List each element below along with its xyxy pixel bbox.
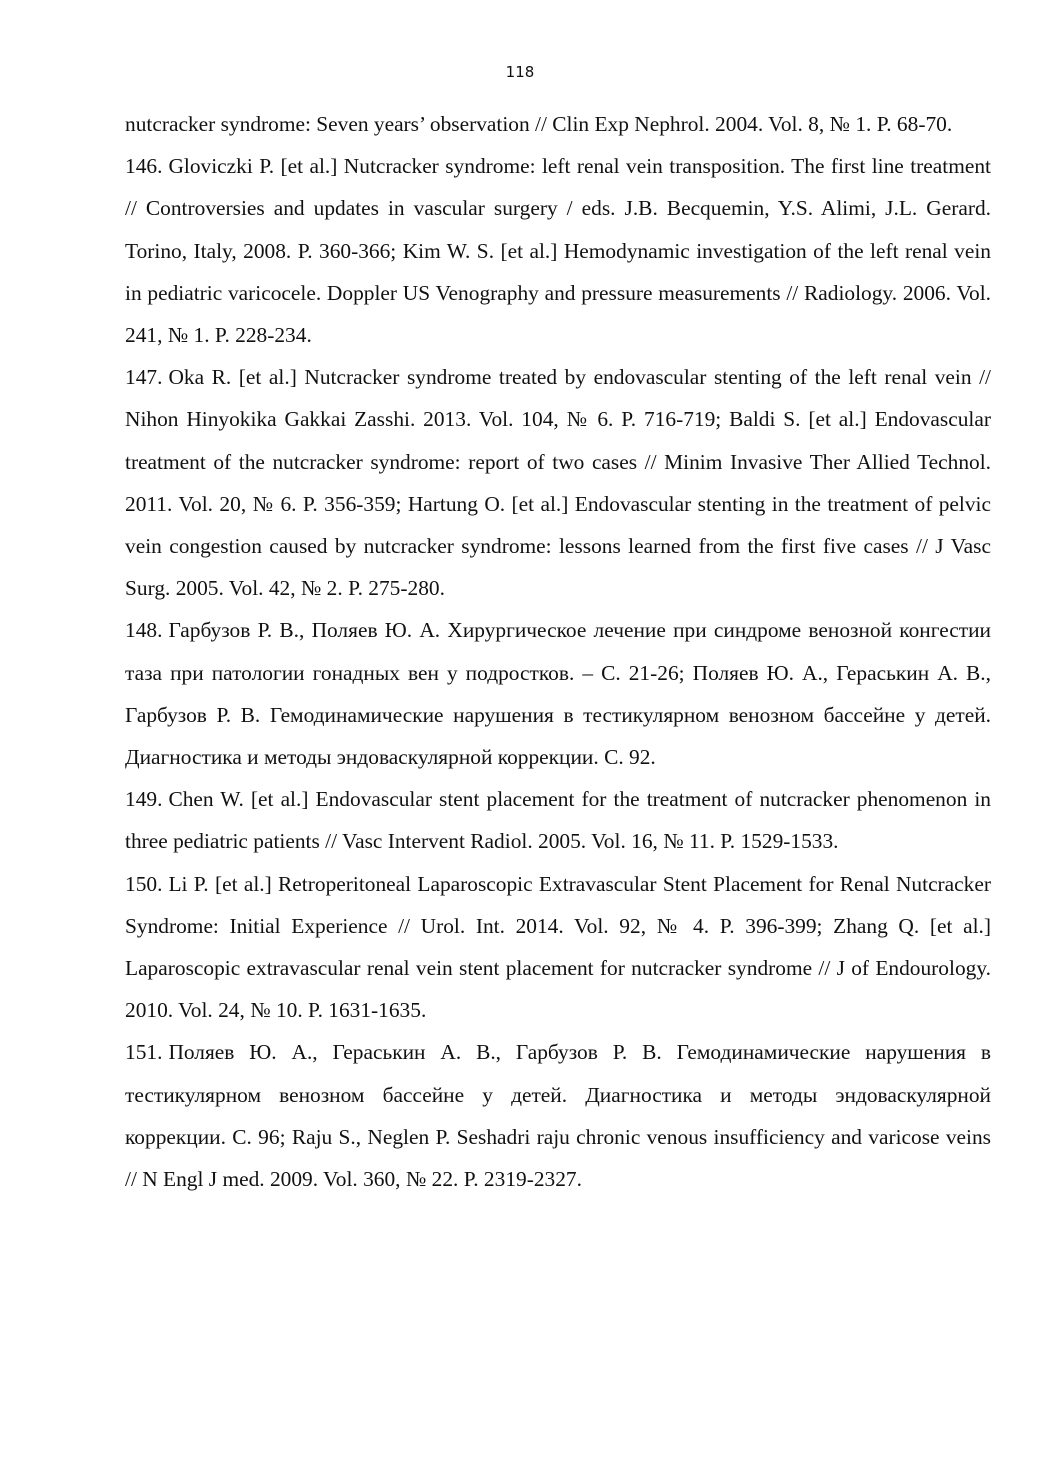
reference-item <box>125 863 991 1032</box>
reference-text: Li P. [et al.] Retroperitoneal Laparoscopic Extravascular Stent Placement for Renal Nutcracker Syndrome: Initial Experience // Urol. Int. 2014. Vol. 92, № 4. P. 396-399; Zhang Q. [et al.] Laparoscopic extravascular renal vein stent placement for nutcracker syndrome // J of Endourology. 2010. Vol. 24, № 10. P. 1631-1635. <box>125 871 991 1023</box>
reference-number: 146. <box>125 154 163 179</box>
reference-text: Chen W. [et al.] Endovascular stent placement for the treatment of nutcracker phenomenon in three pediatric patients // Vasc Intervent Radiol. 2005. Vol. 16, № 11. P. 1529-1533. <box>125 787 991 854</box>
reference-continuation <box>125 103 991 145</box>
reference-text: Gloviczki P. [et al.] Nutcracker syndrome: left renal vein transposition. The first line treatment // Controversies and updates in vascular surgery / eds. J.B. Becquemin, Y.S. Alimi, J.L. Gerard. Torino, Italy, 2008. P. 360-366; Kim W. S. [et al.] Hemodynamic investigation of the left renal vein in pediatric varicocele. Doppler US Venography and pressure measurements // Radiology. 2006. Vol. 241, № 1. P. 228-234. <box>125 154 991 348</box>
reference-number: 148. <box>125 618 163 643</box>
reference-item <box>125 778 991 862</box>
reference-list <box>125 103 991 1200</box>
reference-item <box>125 356 991 609</box>
reference-item <box>125 609 991 778</box>
page-number: 118 <box>505 63 535 81</box>
reference-text: Oka R. [et al.] Nutcracker syndrome treated by endovascular stenting of the left renal vein // Nihon Hinyokika Gakkai Zasshi. 2013. Vol. 104, № 6. P. 716-719; Baldi S. [et al.] Endovascular treatment of the nutcracker syndrome: report of two cases // Minim Invasive Ther Allied Technol. 2011. Vol. 20, № 6. P. 356-359; Hartung O. [et al.] Endovascular stenting in the treatment of pelvic vein congestion caused by nutcracker syndrome: lessons learned from the first five cases // J Vasc Surg. 2005. Vol. 42, № 2. P. 275-280. <box>125 365 991 601</box>
reference-text: Поляев Ю. А., Гераськин А. В., Гарбузов Р. В. Гемодинамические нарушения в тестикулярном венозном бассейне у детей. Диагностика и методы эндоваскулярной коррекции. С. 96; Raju S., Neglen P. Seshadri raju chronic venous insufficiency and varicose veins // N Engl J med. 2009. Vol. 360, № 22. P. 2319-2327. <box>125 1040 991 1192</box>
reference-text: nutcracker syndrome: Seven years’ observation // Clin Exp Nephrol. 2004. Vol. 8, № 1. P. 68-70. <box>125 112 953 136</box>
reference-number: 150. <box>125 871 163 896</box>
reference-number: 151. <box>125 1040 163 1065</box>
reference-text: Гарбузов Р. В., Поляев Ю. А. Хирургическое лечение при синдроме венозной конгестии таза при патологии гонадных вен у подростков. – С. 21-26; Поляев Ю. А., Гераськин А. В., Гарбузов Р. В. Гемодинамические нарушения в тестикулярном венозном бассейне у детей. Диагностика и методы эндоваскулярной коррекции. С. 92. <box>125 618 991 770</box>
reference-item <box>125 1031 991 1200</box>
reference-number: 149. <box>125 787 163 812</box>
reference-number: 147. <box>125 365 163 390</box>
reference-item <box>125 145 991 356</box>
